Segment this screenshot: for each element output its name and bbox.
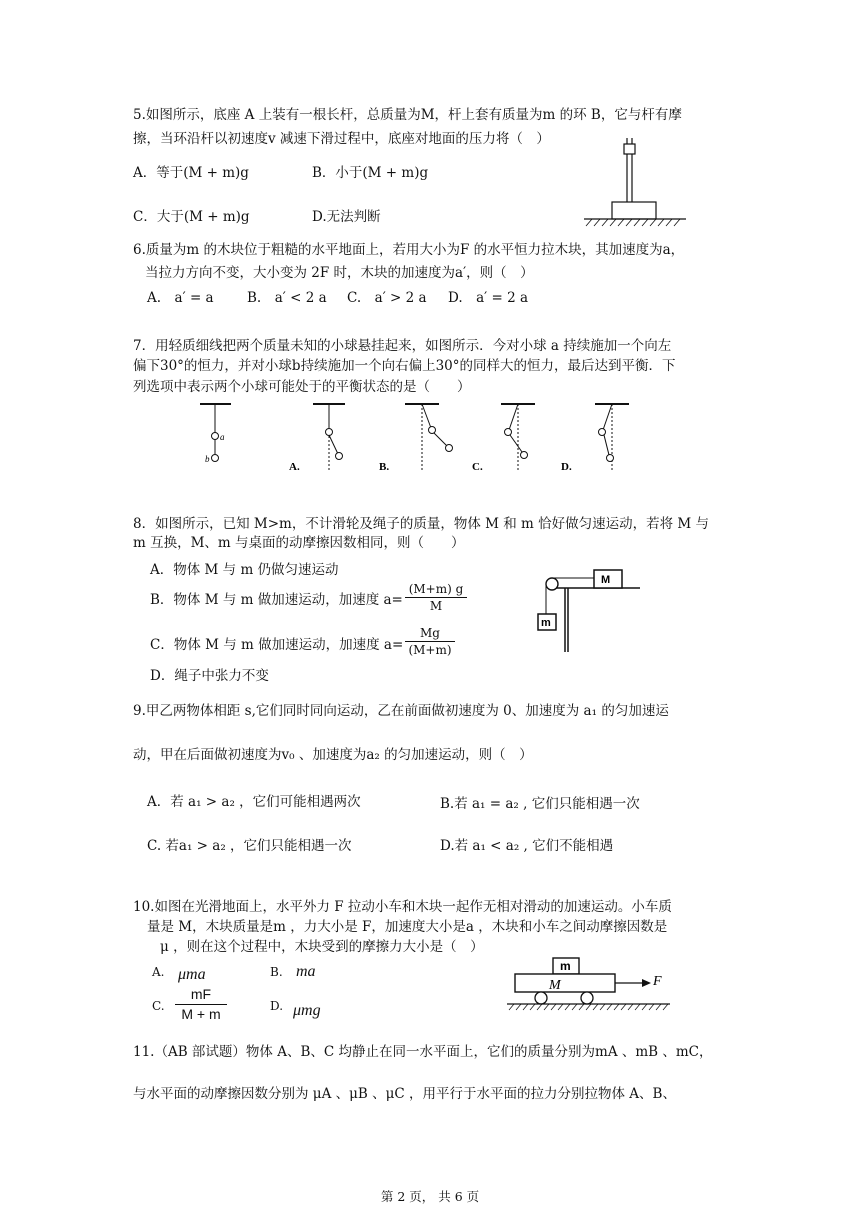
q8-option-b-denominator: M [429, 599, 443, 613]
q10-option-c-denominator: M + m [181, 1006, 221, 1022]
q7-pendulum-figures [195, 400, 655, 475]
q9-option-c: C. 若a₁ > a₂ ，它们只能相遇一次 [147, 838, 352, 854]
q10-option-a-label: A. [152, 965, 165, 979]
q10-option-c-numerator: mF [190, 986, 212, 1002]
q8-option-b-numerator: (M+m) g [408, 582, 464, 596]
q8-line1: 8．如图所示，已知 M>m，不计滑轮及绳子的质量，物体 M 和 m 恰好做匀速运动，若将 M 与 [133, 516, 710, 532]
q9-line1: 9.甲乙两物体相距 s,它们同时同向运动，乙在前面做初速度为 0、加速度为 a₁ 的匀加速运 [133, 703, 669, 719]
q9-option-b: B.若 a₁ = a₂ , 它们只能相遇一次 [440, 796, 640, 812]
page-footer: 第 2 页， 共 6 页 [380, 1189, 480, 1204]
q7-figure-d-label: D. [561, 461, 572, 473]
q8-option-c-numerator: Mg [420, 626, 440, 640]
q8-line2: m 互换，M、m 与桌面的动摩擦因数相同，则（ ） [133, 535, 465, 551]
q8-option-b-fraction [405, 582, 467, 613]
q8-block-m-label: m [541, 617, 551, 629]
q8-option-a: A．物体 M 与 m 仍做匀速运动 [150, 562, 339, 578]
q6-option-b: B. a′ < 2 a [247, 290, 327, 306]
q10-block-m-label: m [560, 959, 571, 973]
q5-option-d: D.无法判断 [312, 209, 381, 225]
q5-option-c: C．大于(M + m)g [133, 209, 250, 225]
q8-option-c-denominator: (M+m) [408, 643, 452, 657]
q5-line1: 5.如图所示，底座 A 上装有一根长杆，总质量为M，杆上套有质量为m 的环 B，它与杆有摩 [133, 107, 682, 123]
q10-force-F-label: F [653, 974, 662, 989]
q5-rod-base-figure [580, 138, 690, 228]
q10-option-a-expr: μma [178, 966, 206, 983]
q8-option-c-fraction [405, 626, 455, 657]
q8-block-M-label: M [601, 574, 611, 586]
q9-option-a: A．若 a₁ > a₂ ，它们可能相遇两次 [147, 794, 361, 810]
q7-line2: 偏下30°的恒力，并对小球b持续施加一个向右偏上30°的同样大的恒力，最后达到平衡．下 [133, 358, 676, 374]
q9-line2: 动，甲在后面做初速度为v₀ 、加速度为a₂ 的匀加速运动，则（ ） [133, 747, 533, 763]
q5-line2: 擦，当环沿杆以初速度v 减速下滑过程中，底座对地面的压力将（ ） [133, 131, 550, 147]
q8-option-d: D．绳子中张力不变 [150, 668, 269, 684]
q7-figure-a-label: A. [289, 461, 300, 473]
q8-option-c: C．物体 M 与 m 做加速运动，加速度 a= [150, 637, 404, 653]
q10-option-b-expr: ma [296, 963, 316, 980]
q7-ball-b-label: b [205, 454, 210, 464]
q7-line3: 列选项中表示两个小球可能处于的平衡状态的是（ ） [133, 379, 471, 395]
q11-line2: 与水平面的动摩擦因数分别为 μA 、μB 、μC ，用平行于水平面的拉力分别拉物体 A、B、 [133, 1086, 676, 1102]
q6-option-d: D. a′ = 2 a [448, 290, 529, 306]
q5-option-a: A．等于(M + m)g [133, 165, 249, 181]
q10-option-d-expr: μmg [293, 1002, 321, 1019]
q7-line1: 7．用轻质细线把两个质量未知的小球悬挂起来，如图所示．今对小球 a 持续施加一个向左 [133, 338, 672, 354]
q7-figure-b-label: B. [379, 461, 390, 473]
q10-line1: 10.如图在光滑地面上，水平外力 F 拉动小车和木块一起作无相对滑动的加速运动。小车质 [133, 899, 672, 915]
q8-pulley-figure [535, 566, 645, 656]
q6-option-c: C. a′ > 2 a [347, 290, 427, 306]
q10-line3: μ ，则在这个过程中，木块受到的摩擦力大小是（ ） [160, 939, 484, 955]
q9-option-d: D.若 a₁ < a₂ , 它们不能相遇 [440, 838, 614, 854]
q6-line1: 6.质量为m 的木块位于粗糙的水平地面上，若用大小为F 的水平恒力拉木块，其加速度为a， [133, 242, 685, 258]
q10-option-b-label: B. [270, 965, 283, 979]
q10-cart-M-label: M [549, 978, 561, 993]
q7-figure-c-label: C. [472, 461, 483, 473]
q10-cart-figure [505, 956, 675, 1016]
q5-option-b: B．小于(M + m)g [312, 165, 429, 181]
q11-line1: 11.（AB 部试题）物体 A、B、C 均静止在同一水平面上，它们的质量分别为mA 、mB 、mC， [133, 1044, 713, 1060]
q10-option-c-label: C. [152, 999, 165, 1013]
q7-ball-a-label: a [220, 432, 225, 442]
q10-line2: 量是 M，木块质量是m ，力大小是 F，加速度大小是a ，木块和小车之间动摩擦因数是 [147, 919, 668, 935]
q8-option-b: B．物体 M 与 m 做加速运动，加速度 a= [150, 592, 403, 608]
q6-option-a: A. a′ = a [147, 290, 214, 306]
q10-option-c-fraction [175, 986, 227, 1023]
q10-option-d-label: D. [270, 999, 284, 1013]
q6-line2: 当拉力方向不变，大小变为 2F 时，木块的加速度为a′，则（ ） [145, 265, 534, 281]
